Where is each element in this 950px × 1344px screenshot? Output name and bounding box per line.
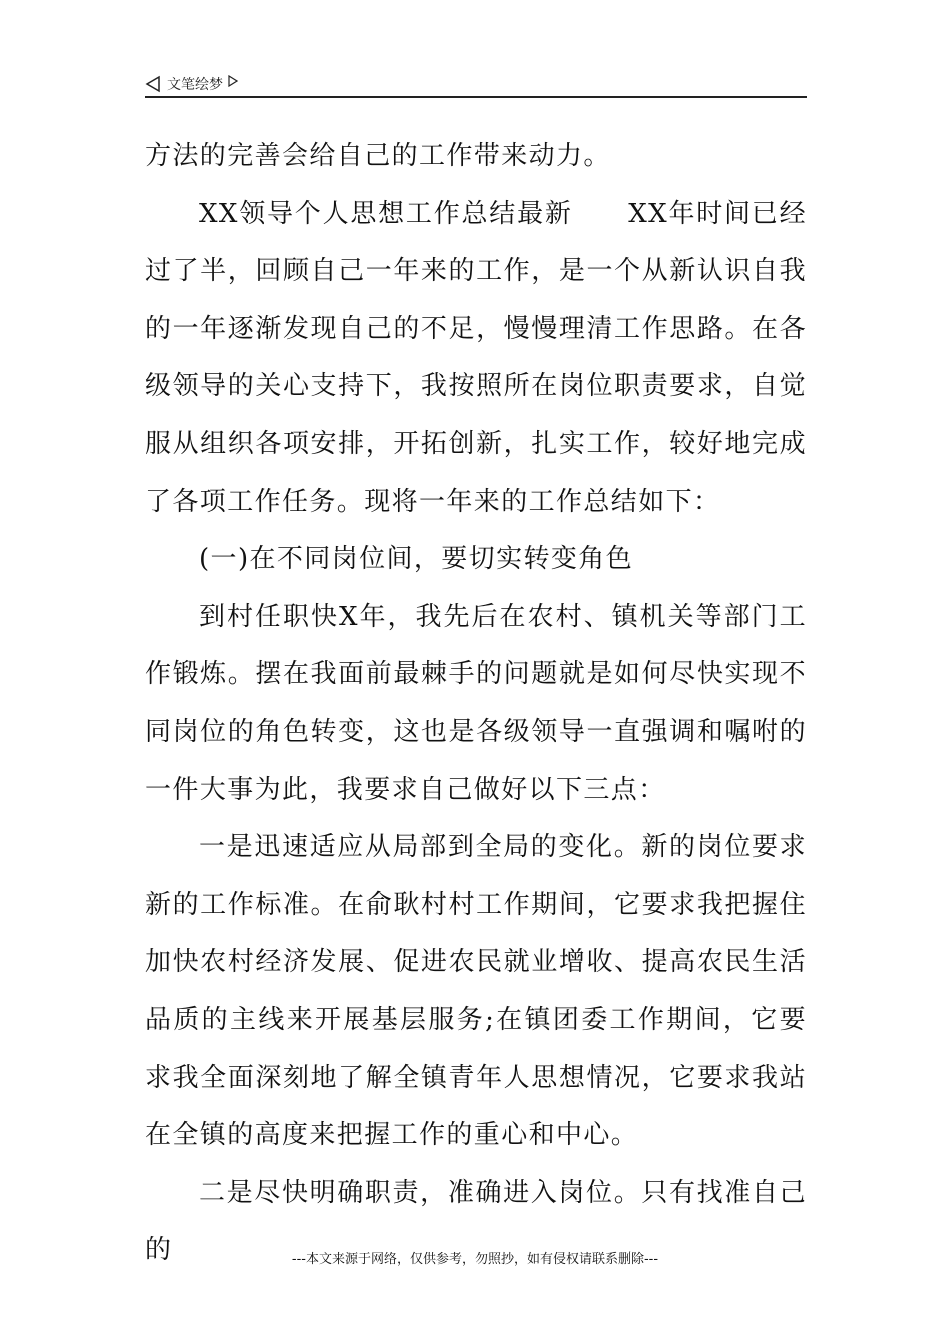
footer-disclaimer: ---本文来源于网络，仅供参考，勿照抄，如有侵权请联系删除--- [291,1252,659,1267]
document-body [145,128,807,1280]
paragraph-1: 方法的完善会给自己的工作带来动力。 [145,141,611,171]
brand [145,74,238,94]
paragraph-3: 到村任职快X年，我先后在农村、镇机关等部门工作锻炼。摆在我面前最棘手的问题就是如何尽快实现不同岗位的角色转变，这也是各级领导一直强调和嘱咐的一件大事为此，我要求自己做好以下三点： [145,601,807,805]
paragraph-5: 二是尽快明确职责，准确进入岗位。只有找准自己的 [145,1177,807,1266]
paragraph-2: XX领导个人思想工作总结最新 XX年时间已经过了半，回顾自己一年来的工作，是一个从新认识自我的一年逐渐发现自己的不足，慢慢理清工作思路。在各级领导的关心支持下，我按照所在岗位职责要求，自觉服从组织各项安排，开拓创新，扎实工作，较好地完成了各项工作任务。现将一年来的工作总结如下： [145,198,807,517]
brand-text: 文笔绘梦 [167,77,223,93]
triangle-left-icon [145,75,161,93]
paragraph-4: 一是迅速适应从局部到全局的变化。新的岗位要求新的工作标准。在俞耿村村工作期间，它要求我把握住加快农村经济发展、促进农民就业增收、提高农民生活品质的主线来开展基层服务;在镇团委工作期间，它要求我全面深刻地了解全镇青年人思想情况，它要求我站在全镇的高度来把握工作的重心和中心。 [145,832,807,1151]
triangle-right-icon [228,75,238,87]
section-heading: (一)在不同岗位间，要切实转变角色 [199,544,634,575]
page-header [145,72,807,98]
